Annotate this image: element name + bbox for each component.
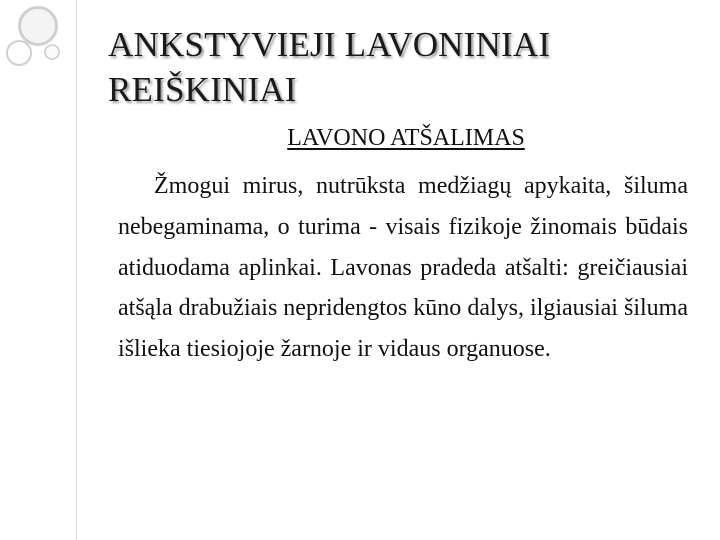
slide-subtitle-container [0, 122, 720, 154]
slide-body-paragraph: Žmogui mirus, nutrūksta medžiagų apykaita, šiluma nebegaminama, o turima - visais fizikoje žinomais būdais atiduodama aplinkai. Lavonas pradeda atšalti: greičiausiai atšąla drabužiais nepridengtos kūno dalys, ilgiausiai šiluma išlieka tiesiojoje žarnoje ir vidaus organuose. [118, 173, 688, 363]
slide-subtitle: LAVONO ATŠALIMAS [287, 125, 525, 151]
left-frame-decoration [0, 0, 77, 540]
slide-title: ANKSTYVIEJI LAVONINIAI REIŠKINIAI [108, 25, 551, 109]
corner-circle-small-decoration [44, 44, 60, 60]
corner-circle-medium-decoration [6, 40, 32, 66]
